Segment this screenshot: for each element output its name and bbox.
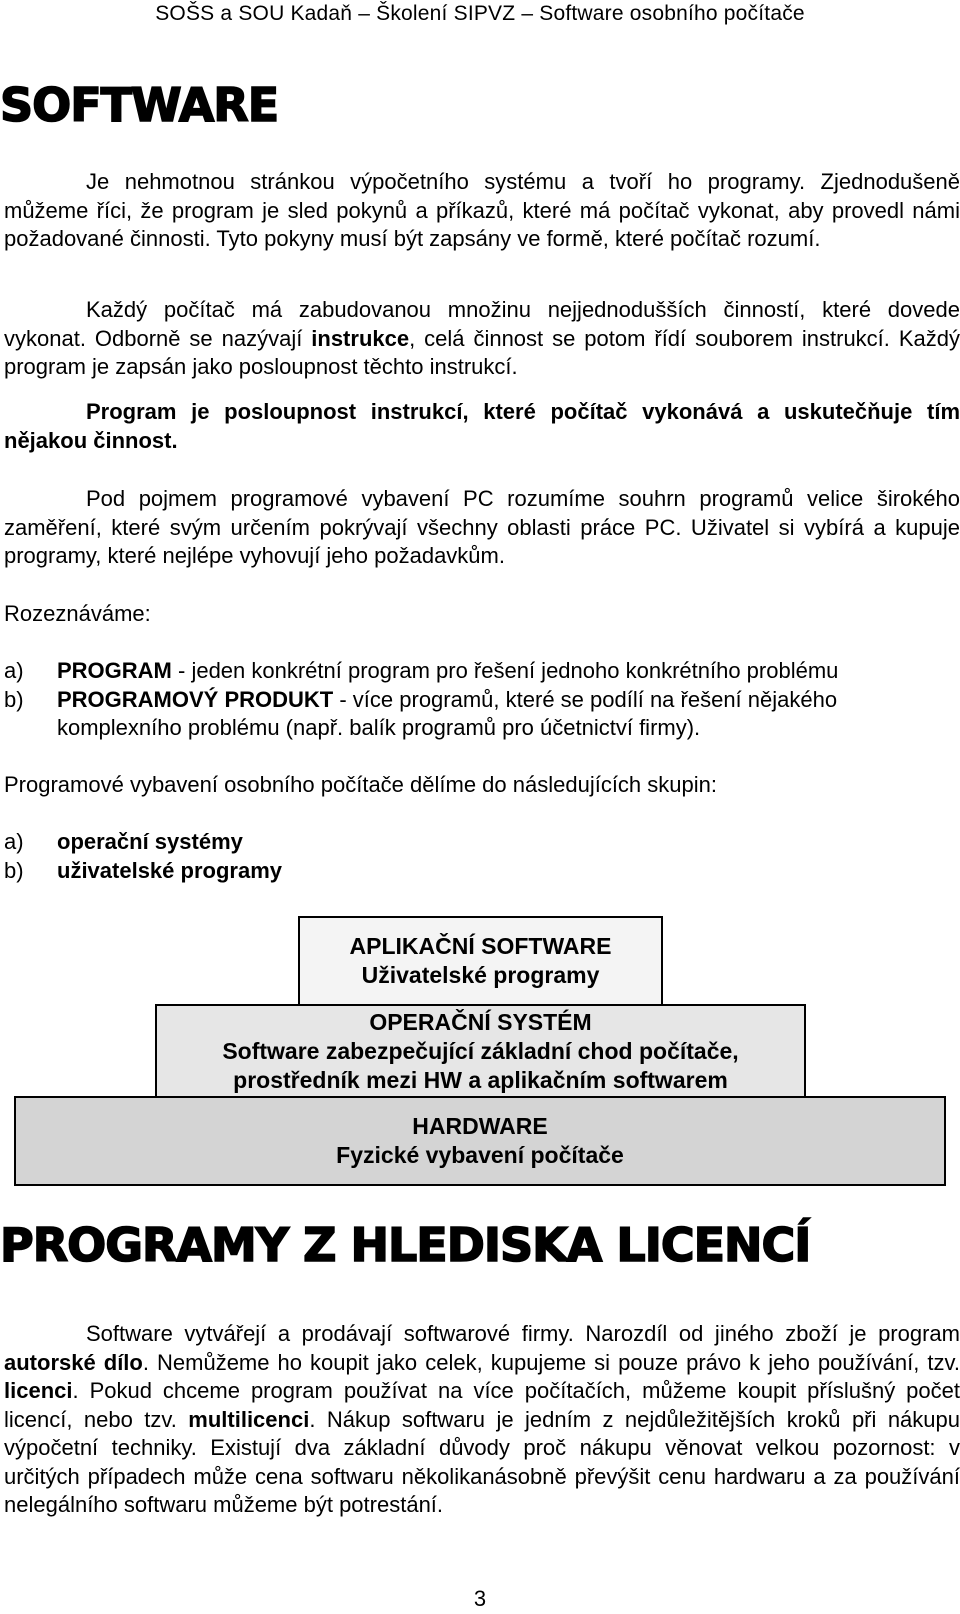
layer-title: APLIKAČNÍ SOFTWARE: [349, 933, 612, 959]
list-program-types: [4, 657, 960, 743]
layer-title: OPERAČNÍ SYSTÉM: [369, 1008, 592, 1035]
list-marker: b): [4, 857, 24, 883]
list-item: [4, 828, 960, 857]
paragraph-program-definition: Program je posloupnost instrukcí, které počítač vykonává a uskutečňuje tím nějakou činnost.: [4, 399, 960, 453]
list-item: [4, 657, 960, 686]
page-number: 3: [473, 1586, 487, 1611]
paragraph-definition: Je nehmotnou stránkou výpočetního systému a tvoří ho programy. Zjednodušeně můžeme říci, že program je sled pokynů a příkazů, které má počítač vykonat, aby provedl námi požadované činnosti. Tyto pokyny musí být zapsány ve formě, které počítač rozumí.: [4, 169, 960, 251]
layer-application-software: [298, 916, 663, 1006]
term-program: PROGRAM: [57, 658, 172, 683]
paragraph-licences: [4, 1320, 960, 1520]
list-item-text: operační systémy: [57, 829, 243, 854]
paragraph-instructions-text-a: Každý počítač má zabudovanou množinu nejjednodušších činností, které dovede vykonat. Odborně se nazývají: [4, 297, 960, 351]
section-title-software: SOFTWARE: [0, 78, 279, 132]
paragraph-rozeznavame: Rozeznáváme:: [4, 601, 151, 626]
layer-description: Software zabezpečující základní chod počítače,: [222, 1037, 739, 1064]
term-autorske-dilo: autorské dílo: [4, 1349, 143, 1375]
list-item-text: - jeden konkrétní program pro řešení jednoho konkrétního problému: [171, 658, 839, 683]
text-run: . Nákup softwaru je jedním z nejdůležitějších kroků při nákupu výpočetní techniky. Existují dva základní důvody proč nákupu věnovat velkou pozornost: v určitých případech může cena softwaru několikanásobně převýšit cenu hardwaru a za používání nelegálního softwaru můžeme být potrestání.: [4, 1406, 960, 1517]
list-marker: a): [4, 658, 24, 683]
list-item: [4, 686, 960, 743]
list-item: [4, 857, 960, 886]
page-header: SOŠS a SOU Kadaň – Školení SIPVZ – Software osobního počítače: [155, 2, 805, 25]
text-run: . Nemůžeme ho koupit jako celek, kupujeme si pouze právo k jeho používání, tzv.: [142, 1349, 960, 1375]
list-item-text: uživatelské programy: [57, 857, 282, 883]
paragraph-software-groups: Programové vybavení osobního počítače dělíme do následujících skupin:: [4, 772, 717, 797]
layer-description: Uživatelské programy: [361, 962, 600, 988]
term-multilicence: multilicenci: [188, 1406, 310, 1432]
list-marker: a): [4, 829, 24, 854]
section-title-licences: PROGRAMY Z HLEDISKA LICENCÍ: [0, 1218, 811, 1272]
list-item-text: - více programů, které se podílí na řešení nějakého komplexního problému (např. balík programů pro účetnictví firmy).: [57, 686, 838, 740]
layer-description: prostředník mezi HW a aplikačním softwarem: [233, 1066, 728, 1093]
term-programovy-produkt: PROGRAMOVÝ PRODUKT: [57, 686, 334, 712]
paragraph-software-scope: Pod pojmem programové vybavení PC rozumíme souhrn programů velice širokého zaměření, které svým určením pokrývají všechny oblasti práce PC. Uživatel si vybírá a kupuje programy, které nejlépe vyhovují jeho požadavkům.: [4, 486, 960, 568]
layer-hardware: [14, 1096, 946, 1186]
list-software-groups: [4, 828, 960, 885]
layer-title: HARDWARE: [412, 1113, 548, 1139]
text-run: Software vytvářejí a prodávají softwarové firmy. Narozdíl od jiného zboží je program: [86, 1321, 960, 1346]
paragraph-instructions-text-b: , celá činnost se potom řídí souborem instrukcí. Každý program je zapsán jako posloupnost těchto instrukcí.: [4, 325, 960, 379]
list-marker: b): [4, 686, 24, 712]
term-instrukce: instrukce: [311, 325, 410, 351]
paragraph-instructions: [4, 296, 960, 382]
layer-description: Fyzické vybavení počítače: [336, 1142, 624, 1168]
text-run: . Pokud chceme program používat na více počítačích, můžeme koupit příslušný počet licencí, nebo tzv.: [4, 1378, 960, 1432]
term-licence: licenci: [4, 1378, 73, 1403]
layer-operating-system: [155, 1004, 806, 1098]
